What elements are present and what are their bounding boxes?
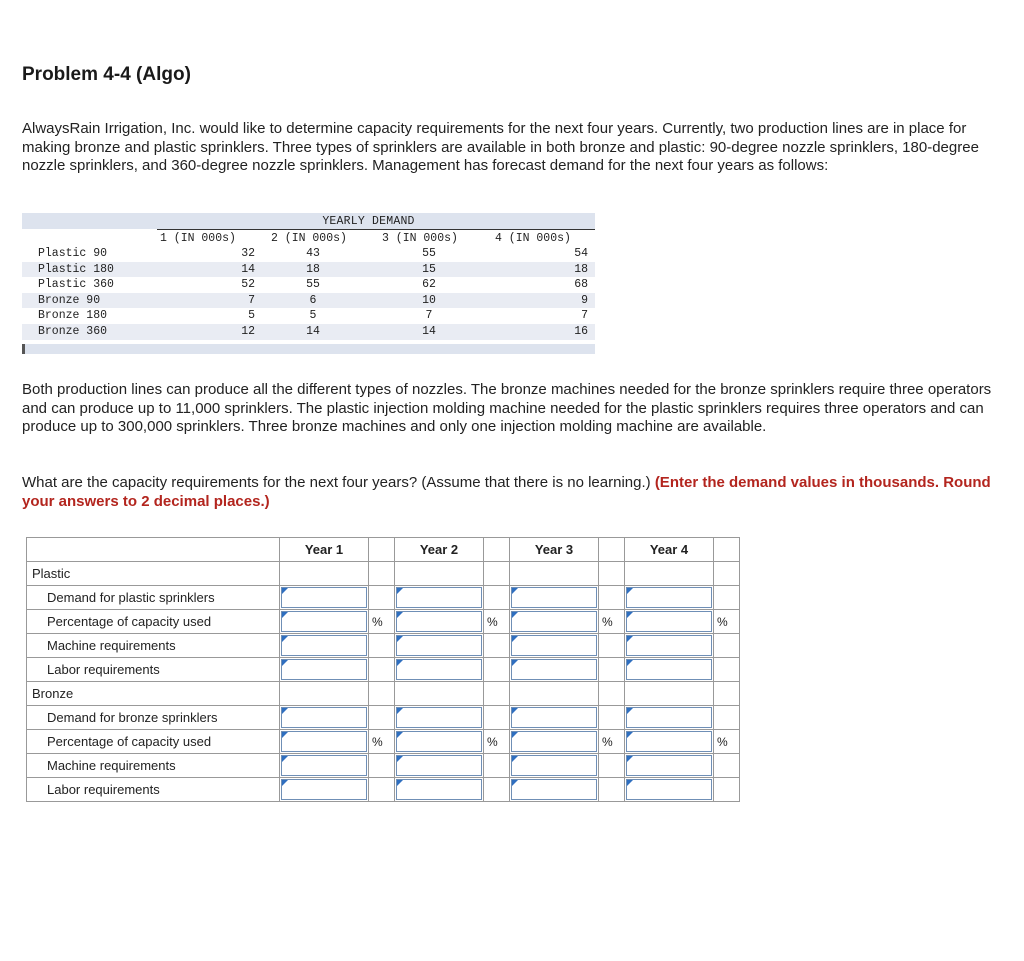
row-label: Demand for bronze sprinklers (47, 710, 218, 725)
empty-cell (395, 682, 484, 706)
answer-input[interactable] (282, 612, 366, 631)
answer-input[interactable] (627, 780, 711, 799)
answer-input[interactable] (282, 588, 366, 607)
answer-row (27, 754, 740, 778)
answer-input-cell (395, 634, 484, 658)
demand-row (22, 246, 595, 262)
section-label-cell (27, 682, 280, 706)
answer-input-cell (280, 754, 369, 778)
empty-cell (484, 754, 510, 778)
demand-row (22, 262, 595, 278)
answer-input-box (626, 755, 712, 776)
answer-input[interactable] (282, 732, 366, 751)
answer-input-box (281, 731, 367, 752)
answer-input[interactable] (397, 732, 481, 751)
year-header: Year 3 (510, 538, 599, 562)
row-label-cell (27, 586, 280, 610)
question-paragraph (22, 474, 997, 511)
row-label-cell (27, 634, 280, 658)
row-label: Labor requirements (47, 662, 160, 677)
section-label-cell (27, 562, 280, 586)
percent-symbol: % (369, 730, 395, 754)
answer-input-cell (395, 658, 484, 682)
demand-value: 68 (574, 278, 588, 292)
row-label-cell (27, 778, 280, 802)
empty-cell (599, 682, 625, 706)
demand-value: 14 (241, 262, 255, 276)
empty-cell (484, 658, 510, 682)
answer-input[interactable] (282, 756, 366, 775)
section-label: Plastic (32, 566, 71, 581)
answer-input-box (626, 779, 712, 800)
header-blank (27, 538, 280, 562)
demand-header: 2 (IN 000s) (271, 232, 347, 245)
empty-cell (369, 562, 395, 586)
answer-input-box (281, 755, 367, 776)
answer-input[interactable] (512, 756, 596, 775)
answer-input-cell (510, 754, 599, 778)
answer-input[interactable] (512, 660, 596, 679)
answer-input-cell (625, 634, 714, 658)
answer-input-cell (280, 634, 369, 658)
empty-cell (395, 562, 484, 586)
row-label: Labor requirements (47, 782, 160, 797)
empty-cell (484, 778, 510, 802)
demand-value: 10 (422, 293, 436, 307)
answer-input[interactable] (282, 780, 366, 799)
answer-row (27, 778, 740, 802)
answer-input-cell (510, 730, 599, 754)
answer-input[interactable] (397, 588, 481, 607)
answer-input-cell (625, 730, 714, 754)
header-blank (369, 538, 395, 562)
answer-input-box (281, 707, 367, 728)
percent-symbol: % (714, 730, 740, 754)
percent-symbol: % (599, 610, 625, 634)
answer-input-box (281, 659, 367, 680)
demand-row-label: Plastic 180 (38, 262, 114, 276)
empty-cell (369, 706, 395, 730)
demand-header: 4 (IN 000s) (495, 232, 571, 245)
answer-input-cell (625, 754, 714, 778)
answer-input-cell (625, 610, 714, 634)
answer-row (27, 730, 740, 754)
empty-cell (510, 682, 599, 706)
header-blank (714, 538, 740, 562)
answer-input-cell (510, 778, 599, 802)
row-label: Percentage of capacity used (47, 734, 212, 749)
row-label-cell (27, 610, 280, 634)
answer-input[interactable] (282, 708, 366, 727)
answer-input-box (281, 587, 367, 608)
row-label-cell (27, 730, 280, 754)
percent-symbol: % (369, 610, 395, 634)
empty-cell (369, 778, 395, 802)
answer-input-cell (395, 586, 484, 610)
answer-input-box (511, 587, 597, 608)
empty-cell (714, 562, 740, 586)
demand-row-label: Bronze 90 (38, 293, 101, 307)
demand-value: 18 (574, 262, 588, 276)
answer-input-box (626, 587, 712, 608)
empty-cell (484, 562, 510, 586)
answer-input-cell (625, 778, 714, 802)
answer-grid-header (27, 538, 740, 562)
answer-input[interactable] (397, 708, 481, 727)
demand-value: 54 (574, 247, 588, 260)
demand-value: 5 (309, 309, 317, 323)
answer-input-cell (280, 730, 369, 754)
answer-row (27, 634, 740, 658)
empty-cell (714, 634, 740, 658)
empty-cell (369, 658, 395, 682)
answer-input[interactable] (627, 708, 711, 727)
row-label-cell (27, 658, 280, 682)
answer-input-box (396, 587, 482, 608)
header-blank (484, 538, 510, 562)
answer-input-cell (510, 586, 599, 610)
answer-row (27, 586, 740, 610)
empty-cell (714, 778, 740, 802)
answer-grid (26, 537, 740, 802)
demand-footer-band (22, 344, 595, 354)
empty-cell (484, 634, 510, 658)
empty-cell (484, 586, 510, 610)
answer-input-box (626, 659, 712, 680)
answer-input-box (511, 731, 597, 752)
demand-value: 32 (241, 247, 255, 260)
answer-input-box (626, 635, 712, 656)
demand-row-label: Bronze 360 (38, 324, 108, 338)
empty-cell (714, 586, 740, 610)
demand-value: 16 (574, 324, 588, 338)
answer-input-box (626, 731, 712, 752)
answer-input-box (396, 707, 482, 728)
answer-input[interactable] (397, 780, 481, 799)
answer-input[interactable] (512, 732, 596, 751)
demand-table (22, 213, 595, 354)
section-row (27, 562, 740, 586)
answer-input[interactable] (627, 588, 711, 607)
answer-input-box (511, 755, 597, 776)
demand-value: 55 (422, 247, 436, 260)
empty-cell (625, 682, 714, 706)
demand-value: 52 (241, 278, 255, 292)
demand-value: 12 (241, 324, 255, 338)
row-label-cell (27, 754, 280, 778)
answer-input[interactable] (282, 636, 366, 655)
answer-input-box (396, 659, 482, 680)
empty-cell (280, 562, 369, 586)
answer-input-box (281, 635, 367, 656)
empty-cell (599, 634, 625, 658)
row-label: Percentage of capacity used (47, 614, 212, 629)
demand-value: 14 (306, 324, 320, 338)
year-header: Year 2 (395, 538, 484, 562)
empty-cell (484, 682, 510, 706)
demand-row-label: Plastic 360 (38, 278, 114, 292)
answer-input-cell (510, 634, 599, 658)
demand-value: 7 (425, 309, 433, 323)
answer-input[interactable] (627, 756, 711, 775)
answer-input-box (281, 611, 367, 632)
answer-input-cell (280, 778, 369, 802)
answer-input-box (511, 659, 597, 680)
empty-cell (369, 586, 395, 610)
answer-input-box (396, 635, 482, 656)
question-text: What are the capacity requirements for the next four years? (Assume that there is no learning.) (22, 474, 651, 491)
answer-input-box (396, 731, 482, 752)
demand-value: 62 (422, 278, 436, 292)
empty-cell (280, 682, 369, 706)
instruction-text: (Enter the demand values in thousands. Round your answers to 2 decimal places.) (22, 474, 991, 510)
answer-row (27, 706, 740, 730)
empty-cell (714, 658, 740, 682)
demand-value: 6 (309, 293, 317, 307)
demand-row (22, 308, 595, 324)
section-row (27, 682, 740, 706)
answer-input[interactable] (397, 660, 481, 679)
answer-row (27, 610, 740, 634)
demand-value: 43 (306, 247, 320, 260)
demand-header: 3 (IN 000s) (382, 232, 458, 245)
page-title: Problem 4-4 (Algo) (22, 64, 191, 85)
demand-value: 55 (306, 278, 320, 292)
empty-cell (599, 778, 625, 802)
empty-cell (625, 562, 714, 586)
demand-value: 5 (248, 309, 255, 323)
row-label: Demand for plastic sprinklers (47, 590, 215, 605)
demand-row (22, 277, 595, 293)
answer-input-box (396, 779, 482, 800)
empty-cell (599, 658, 625, 682)
percent-symbol: % (484, 610, 510, 634)
empty-cell (599, 586, 625, 610)
answer-input-cell (510, 658, 599, 682)
answer-input[interactable] (512, 708, 596, 727)
machines-paragraph: Both production lines can produce all the different types of nozzles. The bronze machines needed for the bronze sprinklers require three operators and can produce up to 11,000 sprinklers. The plastic injection molding machine needed for the plastic sprinklers requires three operators and can produce up to 300,000 sprinklers. Three bronze machines and only one injection molding machine are available. (22, 381, 992, 435)
empty-cell (714, 682, 740, 706)
year-header: Year 1 (280, 538, 369, 562)
empty-cell (714, 706, 740, 730)
answer-input-cell (280, 586, 369, 610)
percent-symbol: % (714, 610, 740, 634)
intro-paragraph: AlwaysRain Irrigation, Inc. would like to determine capacity requirements for the next four years. Currently, two production lines are in place for making bronze and plastic sprinklers. Three types of sprinklers are available in both bronze and plastic: 90-degree nozzle sprinklers, 180-degree nozzle sprinklers, and 360-degree nozzle sprinklers. Management has forecast demand for the next four years as follows: (22, 120, 979, 174)
empty-cell (369, 754, 395, 778)
row-label: Machine requirements (47, 758, 176, 773)
answer-input[interactable] (627, 732, 711, 751)
demand-caption: YEARLY DEMAND (322, 215, 415, 228)
answer-input[interactable] (282, 660, 366, 679)
empty-cell (369, 634, 395, 658)
empty-cell (369, 682, 395, 706)
answer-input-cell (510, 706, 599, 730)
answer-input-cell (395, 778, 484, 802)
empty-cell (510, 562, 599, 586)
answer-input-cell (280, 658, 369, 682)
empty-cell (714, 754, 740, 778)
answer-input-box (281, 779, 367, 800)
demand-value: 14 (422, 324, 436, 338)
answer-input-box (511, 779, 597, 800)
header-blank (599, 538, 625, 562)
answer-input-box (396, 755, 482, 776)
answer-input-cell (395, 706, 484, 730)
percent-symbol: % (599, 730, 625, 754)
demand-caption-band (22, 213, 595, 229)
answer-input[interactable] (627, 612, 711, 631)
row-label: Machine requirements (47, 638, 176, 653)
row-label-cell (27, 706, 280, 730)
answer-row (27, 658, 740, 682)
answer-input[interactable] (512, 636, 596, 655)
year-header: Year 4 (625, 538, 714, 562)
answer-input-box (626, 707, 712, 728)
demand-header: 1 (IN 000s) (160, 232, 236, 245)
answer-input[interactable] (627, 636, 711, 655)
demand-value: 7 (248, 293, 255, 307)
answer-input-cell (280, 610, 369, 634)
answer-input[interactable] (397, 636, 481, 655)
answer-input-box (626, 611, 712, 632)
answer-input[interactable] (512, 780, 596, 799)
answer-input-cell (395, 610, 484, 634)
demand-value: 9 (581, 293, 588, 307)
answer-input-cell (395, 730, 484, 754)
section-label: Bronze (32, 686, 74, 701)
demand-row-label: Plastic 90 (38, 247, 108, 260)
demand-value: 7 (581, 309, 588, 323)
empty-cell (599, 562, 625, 586)
answer-input[interactable] (397, 756, 481, 775)
answer-input-cell (395, 754, 484, 778)
demand-row (22, 293, 595, 309)
demand-value: 15 (422, 262, 436, 276)
demand-value: 18 (306, 262, 320, 276)
answer-input-box (511, 611, 597, 632)
answer-input-cell (625, 706, 714, 730)
answer-input-cell (280, 706, 369, 730)
answer-input-box (511, 635, 597, 656)
answer-input-cell (510, 610, 599, 634)
demand-header-row (157, 229, 595, 246)
empty-cell (599, 706, 625, 730)
demand-row (22, 324, 595, 340)
answer-input[interactable] (397, 612, 481, 631)
answer-input-cell (625, 586, 714, 610)
answer-input-box (396, 611, 482, 632)
percent-symbol: % (484, 730, 510, 754)
answer-input[interactable] (627, 660, 711, 679)
answer-input[interactable] (512, 612, 596, 631)
empty-cell (484, 706, 510, 730)
answer-input-box (511, 707, 597, 728)
demand-row-label: Bronze 180 (38, 309, 108, 323)
answer-input[interactable] (512, 588, 596, 607)
empty-cell (599, 754, 625, 778)
answer-input-cell (625, 658, 714, 682)
